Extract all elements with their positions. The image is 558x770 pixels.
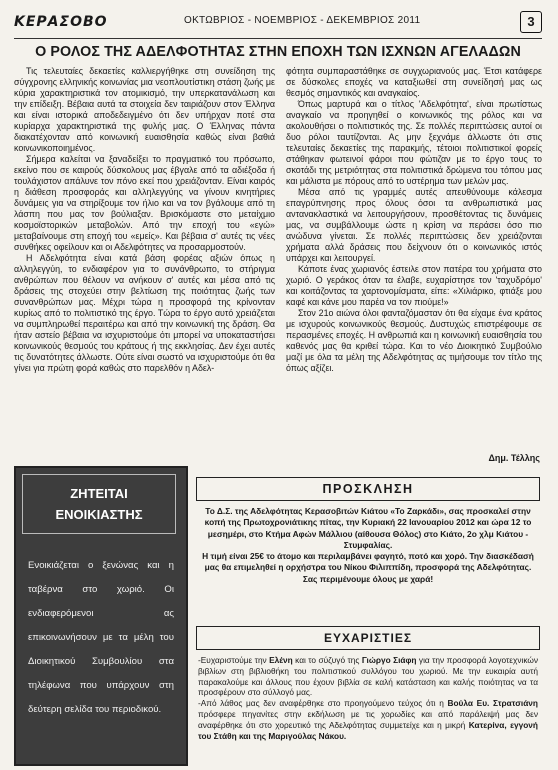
invitation-line: Η τιμή είναι 25€ το άτομο και περιλαμβάνει φαγητό, ποτό και χορό. Την διασκέδασή μας θα επιμεληθεί η ορχήστρα του Νίκου Φιλιππίδη, προσφορά της Αδελφότητας. [202, 551, 534, 573]
article-paragraph: Τις τελευταίες δεκαετίες καλλιεργήθηκε στη συνείδηση της σύγχρονης ελληνικής κοινωνίας μια νεοπλουτίστικη στάση ζωής με κύρια χαρακτηριστικά τον ατομικισμό, την υπερκατανάλωση και την επίδειξη. Βέβαια αυτά τα στοιχεία δεν ταιριάζουν στον Έλληνα και είναι ιστορικά αποδεδειγμένο ότι δεν υπήρχαν ποτέ στα κυρίαρχα χαρακτηριστικά της φυλής μας. Ο Έλληνας πάντα διακατέχονταν από κοινωνική ευαισθησία καθώς είναι βαθιά κοινωνικοποιημένος. [14, 66, 275, 153]
thanks-name: Κατερίνα, εγγονή του Στάθη και της Μαριγούλας Νάκου. [198, 719, 538, 741]
thanks-body [198, 655, 538, 741]
article-title: Ο ΡΟΛΟΣ ΤΗΣ ΑΔΕΛΦΟΤΗΤΑΣ ΣΤΗΝ ΕΠΟΧΗ ΤΩΝ ΙΣΧΝΩΝ ΑΓΕΛΑΔΩΝ [35, 44, 521, 60]
rental-ad-box [14, 466, 188, 766]
thanks-paragraph [198, 655, 538, 698]
invitation-body [198, 506, 538, 585]
thanks-paragraph [198, 698, 538, 741]
masthead [14, 8, 542, 39]
thanks-text: -Ευχαριστούμε την [198, 655, 270, 665]
thanks-text: για την προσφορά λογοτεχνικών βιβλίων στη βιβλιοθήκη του πολιτιστικού συλλόγου του χωριού. Με την ευκαιρία αυτή παρακαλούμε και άλλους που έχουν βιβλία σε καλή κατάσταση και καλής ποιότητας να τα προσφέρουν στο σύλλογό μας. [198, 655, 539, 698]
article-paragraph: φότητα συμπαραστάθηκε σε συγχωριανούς μας. Έτσι κατάφερε σε δύσκολες εποχές να καταξιωθεί στη συνείδησή μας ως θεσμός σημαντικός και αναγκαίος. [286, 66, 542, 98]
rental-ad-heading-line: ΖΗΤΕΙΤΑΙ [70, 486, 128, 501]
thanks-name: Ελένη [269, 655, 293, 665]
article-paragraph: Η Αδελφότητα είναι κατά βάση φορέας αξιών όπως η αλληλεγγύη, το ενδιαφέρον για το συνάνθρωπο, το στήριγμα ανθρώπων που θέλουν να ανήκουν σ' αυτές και μέσα από τις δράσεις της στοχεύει στην βελτίωση της ποιότητας ζωής των συνανθρώπων μας. Μέχρι τώρα η προσφορά της κρίνονταν κυρίως από το πολιτιστικό της έργο. Τώρα το έργο αυτό χρειάζεται να συμπληρωθεί περαιτέρω και από την κοινωνική της δράση. Θα ήταν αστείο βέβαια να ισχυριστούμε ότι μπορεί να υποκαταστήσει κοινωνικούς θεσμούς του κράτους ή της εκκλησίας. Δεν έχει αυτές τις δυνατότητες άλλωστε. Ούτε είναι σωστό να ισχυριστούμε ότι θα γίνει για πρώτη φορά καθώς στο παρελθόν η Αδελ- [14, 253, 275, 373]
thanks-text: πρόσφερε πηγανίτες στην εκδήλωση με τις χορωδίες και από παράλειψή μας δεν αναφέρθηκε ότι στο χορευτικό της Αδελφότητας συμμετείχε και η μικρή [198, 708, 538, 730]
rental-ad-heading [22, 474, 176, 534]
article-paragraph: Μέσα από τις γραμμές αυτές απευθύνουμε κάλεσμα επαγρύπνησης προς όλους όσοι τα ανθρωπιστικά μας αντανακλαστικά να λειτουργήσουν, προσθέτοντας τις δυνάμεις μας, να συμβάλλουμε ώστε η κρίση να περάσει όσο πιο ανώδυνα γίνεται. Σε πολλές περιπτώσεις δεν χρειάζονται χρήματα αλλά δράσεις που δείχνουν ότι ο κοινωνικός ιστός υπάρχει και λειτουργεί. [286, 187, 542, 263]
invitation-line: Το Δ.Σ. της Αδελφότητας Κερασοβιτών Κιάτου «Το Ζαρκάδι», σας προσκαλεί στην κοπή της Πρωτοχρονιάτικης πίτας, την Κυριακή 22 Ιανουαρίου 2012 και ώρα 12 το μεσημέρι, στο Κτήμα Αφών Μάλλιου (αίθουσα Θόλος) στο Κιάτο, 2ο χλμ Κιάτου - Στυμφαλίας. [204, 506, 532, 550]
issue-date: ΟΚΤΩΒΡΙΟΣ - ΝΟΕΜΒΡΙΟΣ - ΔΕΚΕΜΒΡΙΟΣ 2011 [184, 15, 421, 26]
masthead-title: ΚΕΡΑΣΟΒΟ [14, 14, 108, 30]
article-column-left [14, 66, 275, 374]
thanks-text: και το σύζυγό της [292, 655, 362, 665]
article-paragraph: Στον 21ο αιώνα όλοι φανταζόμασταν ότι θα είχαμε ένα κράτος με ισχυρούς κοινωνικούς θεσμούς. Δυστυχώς επιστρέφουμε σε περασμένες εποχές. Η ανθρωπιά και η κοινωνική ευαισθησία του καθενός μας θα κριθεί τώρα. Και το νέο Διοικητικό Συμβούλιο μαζί με όλα τα μέλη της Αδελφότητας ας τιμήσουμε τον τίτλο της όπως αξίζει. [286, 308, 542, 373]
article-signature: Δημ. Τέλλης [488, 453, 540, 463]
thanks-name: Βούλα Ευ. Στρατσιάνη [447, 698, 538, 709]
rental-ad-body: Ενοικιάζεται ο ξενώνας και η ταβέρνα στο χωριό. Οι ενδιαφερόμενοι ας επικοινωνήσουν με τα μέλη του Διοικητικού Συμβουλίου στα τηλέφωνα που υπάρχουν στη δεύτερη σελίδα του περιοδικού. [28, 560, 174, 715]
rental-ad-heading-line: ΕΝΟΙΚΙΑΣΤΗΣ [55, 507, 143, 522]
invitation-line: Σας περιμένουμε όλους με χαρά! [302, 573, 434, 584]
thanks-title: ΕΥΧΑΡΙΣΤΙΕΣ [196, 626, 540, 650]
article-paragraph: Σήμερα καλείται να ξαναδείξει το πραγματικό του πρόσωπο, εκείνο που σε καιρούς δύσκολους μας έβγαλε από τα αδιέξοδα ή τουλάχιστον απάλυνε τον πόνο εκεί που χρειάζονταν. Είναι καιρός η διάθεση προσφοράς και αλληλεγγύης να γίνουν κινητήριες δυνάμεις για να στηρίξουμε τον ήλιο και να τον βγάλουμε από τη λάσπη που μας τον βούλιαξαν. Βρισκόμαστε στο μεταίχμιο κοσμοϊστορικών μεταβολών. Από την εποχή του «εγώ» μεταβαίνουμε στη εποχή του «εμείς». Και βέβαια σ' αυτές τις νέες συνθήκες οφείλουν και οι Αδελφότητες να προσαρμοστούν. [14, 154, 275, 252]
article-column-right [286, 66, 542, 374]
article-paragraph: Όπως μαρτυρά και ο τίτλος 'Αδελφότητα', είναι πρωτίστως αναγκαίο να προηγηθεί ο κοινωνικός της ρόλος και να ακολουθήσει ο πολιτιστικός της. Σε πολλές περιπτώσεις αυτοί οι δυο ρόλοι ταυτίζονται. Ας μην ξεχνάμε άλλωστε ότι στις τελευταίες δεκαετίες της παρακμής, τέτοιοι πολιτιστικοί φορείς στάθηκαν φωτεινοί φάροι που φώτιζαν με το έργο τους το σκοτάδι της μετριότητας στα πολιτιστικά δρώμενα του τόπου μας και μάλιστα με πόρους από το υστέρημα των μελών μας. [286, 99, 542, 186]
page-number: 3 [520, 11, 542, 33]
article-paragraph: Κάποτε ένας χωριανός έστειλε στον πατέρα του χρήματα στο χωριό. Ο γεράκος όταν τα έλαβε, ευχαρίστησε τον 'ταχυδρόμο' και κοιτάζοντας τα χαρτονομίσματα, είπε: «Χιλιάρικο, φτιάξε μου καφέ και κάνε μου παρέα να τον πιούμε!» [286, 264, 542, 307]
thanks-text: -Από λάθος μας δεν αναφέρθηκε στο προηγούμενο τεύχος ότι η [198, 698, 448, 709]
thanks-name: Γιώργο Σιάφη [361, 655, 417, 665]
invitation-title: ΠΡΟΣΚΛΗΣΗ [196, 477, 540, 501]
